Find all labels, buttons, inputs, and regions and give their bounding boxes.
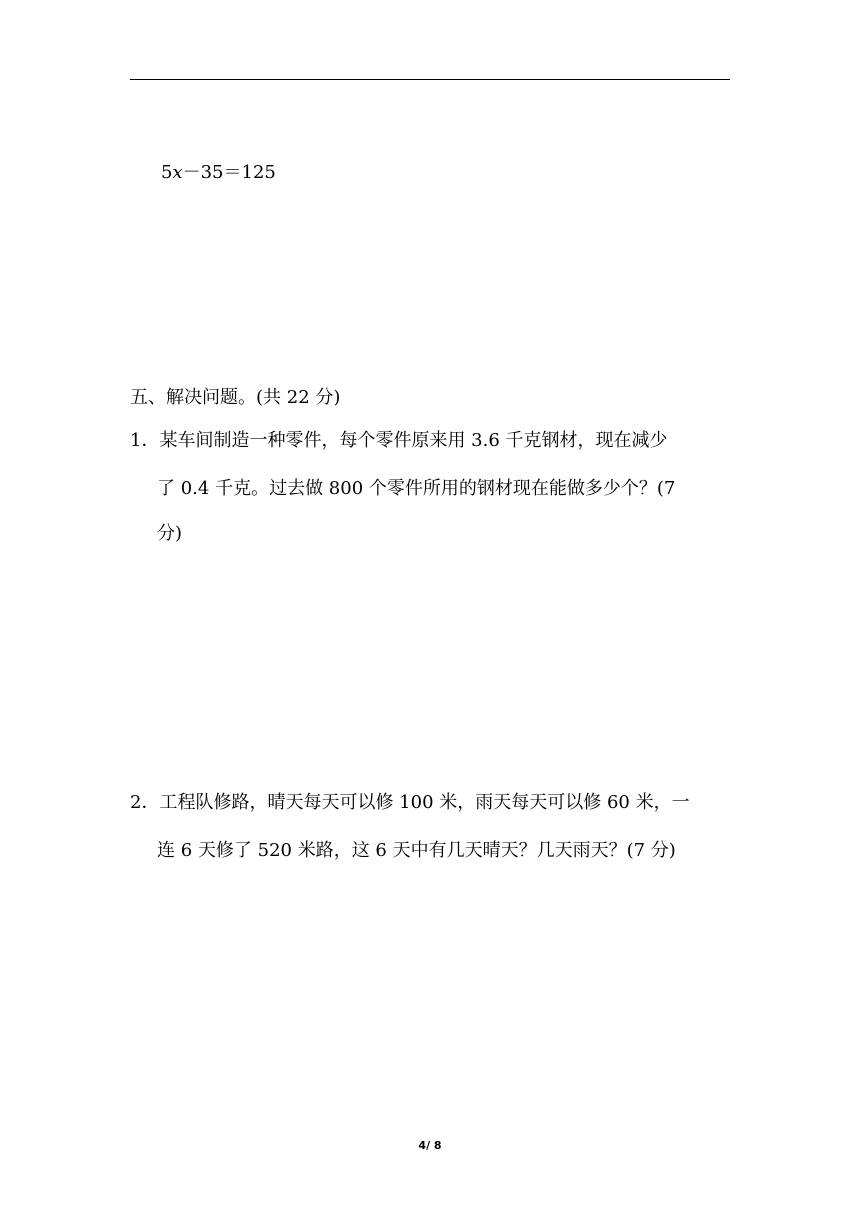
- problem-1-line-2: 了 0.4 千克。过去做 800 个零件所用的钢材现在能做多少个？(7: [157, 478, 676, 499]
- header-rule: [130, 79, 730, 80]
- problem-2: [130, 790, 730, 870]
- problem-1-line-1: 1．某车间制造一种零件，每个零件原来用 3.6 千克钢材，现在减少: [130, 430, 668, 451]
- section-heading: 五、解决问题。(共 22 分): [130, 387, 341, 408]
- equation-coefficient: 5: [161, 162, 173, 183]
- equation-variable: x: [172, 162, 183, 183]
- equation-remainder: －35＝125: [182, 162, 276, 183]
- page-number: 4/ 8: [418, 1139, 442, 1152]
- problem-1: [130, 428, 730, 558]
- problem-2-line-2: 连 6 天修了 520 米路，这 6 天中有几天晴天？几天雨天？(7 分): [157, 840, 676, 861]
- equation: [161, 160, 276, 186]
- problem-1-line-3: 分): [157, 523, 183, 544]
- problem-2-line-1: 2．工程队修路，晴天每天可以修 100 米，雨天每天可以修 60 米，一: [130, 792, 690, 813]
